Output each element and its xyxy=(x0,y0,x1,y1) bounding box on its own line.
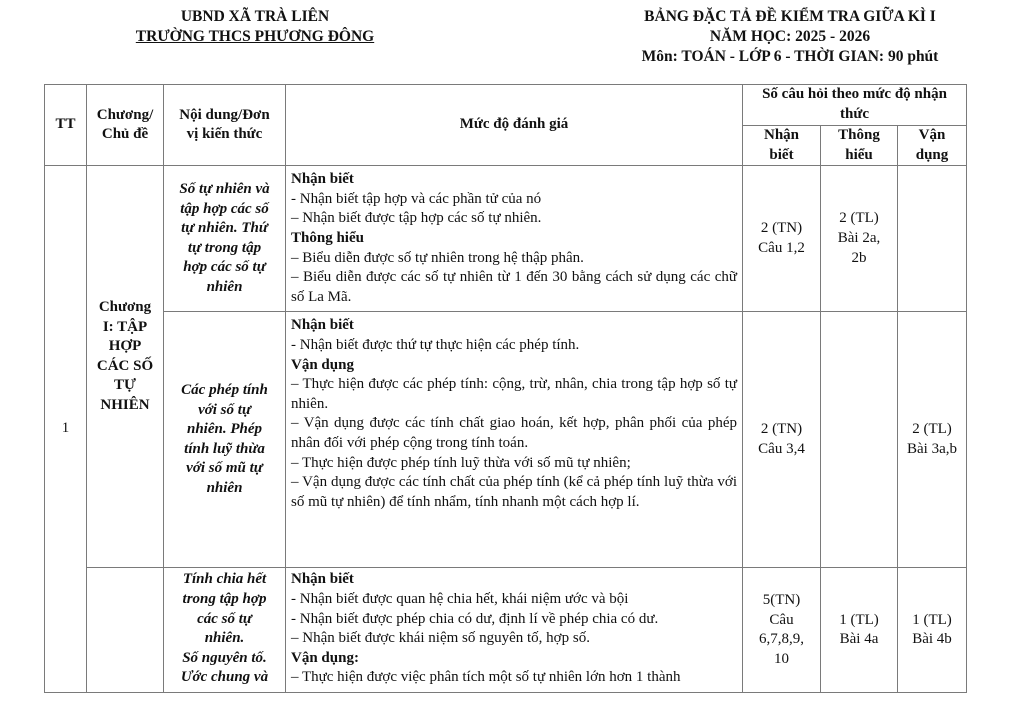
recognize-count: 2 (TN) Câu 1,2 xyxy=(743,166,821,312)
assessment-level-cell: Nhận biết - Nhận biết tập hợp và các phần tử của nó – Nhận biết được tập hợp các số tự nhiên. Thông hiểu – Biểu diễn được số tự nhiên trong hệ thập phân. – Biểu diễn được các số tự nhiên từ 1 đến 30 bằng cách sử dụng các chữ số La Mã. xyxy=(286,166,743,312)
specification-table xyxy=(44,84,967,693)
content-cell: Tính chia hết trong tập hợp các số tự nhiên. Số nguyên tố. Ước chung và xyxy=(164,568,286,693)
school-name: TRƯỜNG THCS PHƯƠNG ĐÔNG xyxy=(135,28,375,45)
col-header-level: Mức độ đánh giá xyxy=(286,85,743,166)
understand-count: 2 (TL) Bài 2a, 2b xyxy=(821,166,898,312)
col-header-question-count: Số câu hỏi theo mức độ nhận thức xyxy=(743,85,967,126)
assessment-level-cell: Nhận biết - Nhận biết được thứ tự thực hiện các phép tính. Vận dụng – Thực hiện được các phép tính: cộng, trừ, nhân, chia trong tập hợp số tự nhiên. – Vận dụng được các tính chất giao hoán, kết hợp, phân phối của phép nhân đối với phép cộng trong tính toán. – Thực hiện được phép tính luỹ thừa với số mũ tự nhiên; – Vận dụng được các tính chất của phép tính (kể cả phép tính luỹ thừa với số mũ tự nhiên) để tính nhẩm, tính nhanh một cách hợp lí. xyxy=(286,312,743,568)
table-row xyxy=(45,312,967,568)
apply-count xyxy=(898,166,967,312)
apply-count: 2 (TL) Bài 3a,b xyxy=(898,312,967,568)
content-cell: Các phép tính với số tự nhiên. Phép tính luỹ thừa với số mũ tự nhiên xyxy=(164,312,286,568)
recognize-count: 5(TN) Câu 6,7,8,9, 10 xyxy=(743,568,821,693)
content-cell: Số tự nhiên và tập hợp các số tự nhiên. Thứ tự trong tập hợp các số tự nhiên xyxy=(164,166,286,312)
recognize-count: 2 (TN) Câu 3,4 xyxy=(743,312,821,568)
header-row-1 xyxy=(45,85,967,126)
school-year: NĂM HỌC: 2025 - 2026 xyxy=(709,28,871,45)
document-title: BẢNG ĐẶC TẢ ĐỀ KIỂM TRA GIỮA KÌ I xyxy=(644,8,936,25)
col-header-tt: TT xyxy=(45,85,87,166)
col-header-recognize: Nhận biết xyxy=(743,126,821,166)
subject-info: Môn: TOÁN - LỚP 6 - THỜI GIAN: 90 phút xyxy=(641,48,939,65)
assessment-level-cell: Nhận biết - Nhận biết được quan hệ chia hết, khái niệm ước và bội - Nhận biết được phép chia có dư, định lí về phép chia có dư. – Nhận biết được khái niệm số nguyên tố, hợp số. Vận dụng: – Thực hiện được việc phân tích một số tự nhiên lớn hơn 1 thành xyxy=(286,568,743,693)
apply-count: 1 (TL) Bài 4b xyxy=(898,568,967,693)
row-number: 1 xyxy=(45,166,87,693)
understand-count xyxy=(821,312,898,568)
table-row xyxy=(45,166,967,312)
school-header xyxy=(100,7,410,47)
col-header-chapter: Chương/ Chủ đề xyxy=(87,85,164,166)
col-header-content: Nội dung/Đơn vị kiến thức xyxy=(164,85,286,166)
district-name: UBND XÃ TRÀ LIÊN xyxy=(180,8,330,25)
col-header-understand: Thông hiểu xyxy=(821,126,898,166)
table-row xyxy=(45,568,967,693)
chapter-cell: Chương I: TẬP HỢP CÁC SỐ TỰ NHIÊN xyxy=(87,166,164,568)
understand-count: 1 (TL) Bài 4a xyxy=(821,568,898,693)
col-header-apply: Vận dụng xyxy=(898,126,967,166)
chapter-cell-empty xyxy=(87,568,164,693)
document-title-block xyxy=(600,7,980,67)
